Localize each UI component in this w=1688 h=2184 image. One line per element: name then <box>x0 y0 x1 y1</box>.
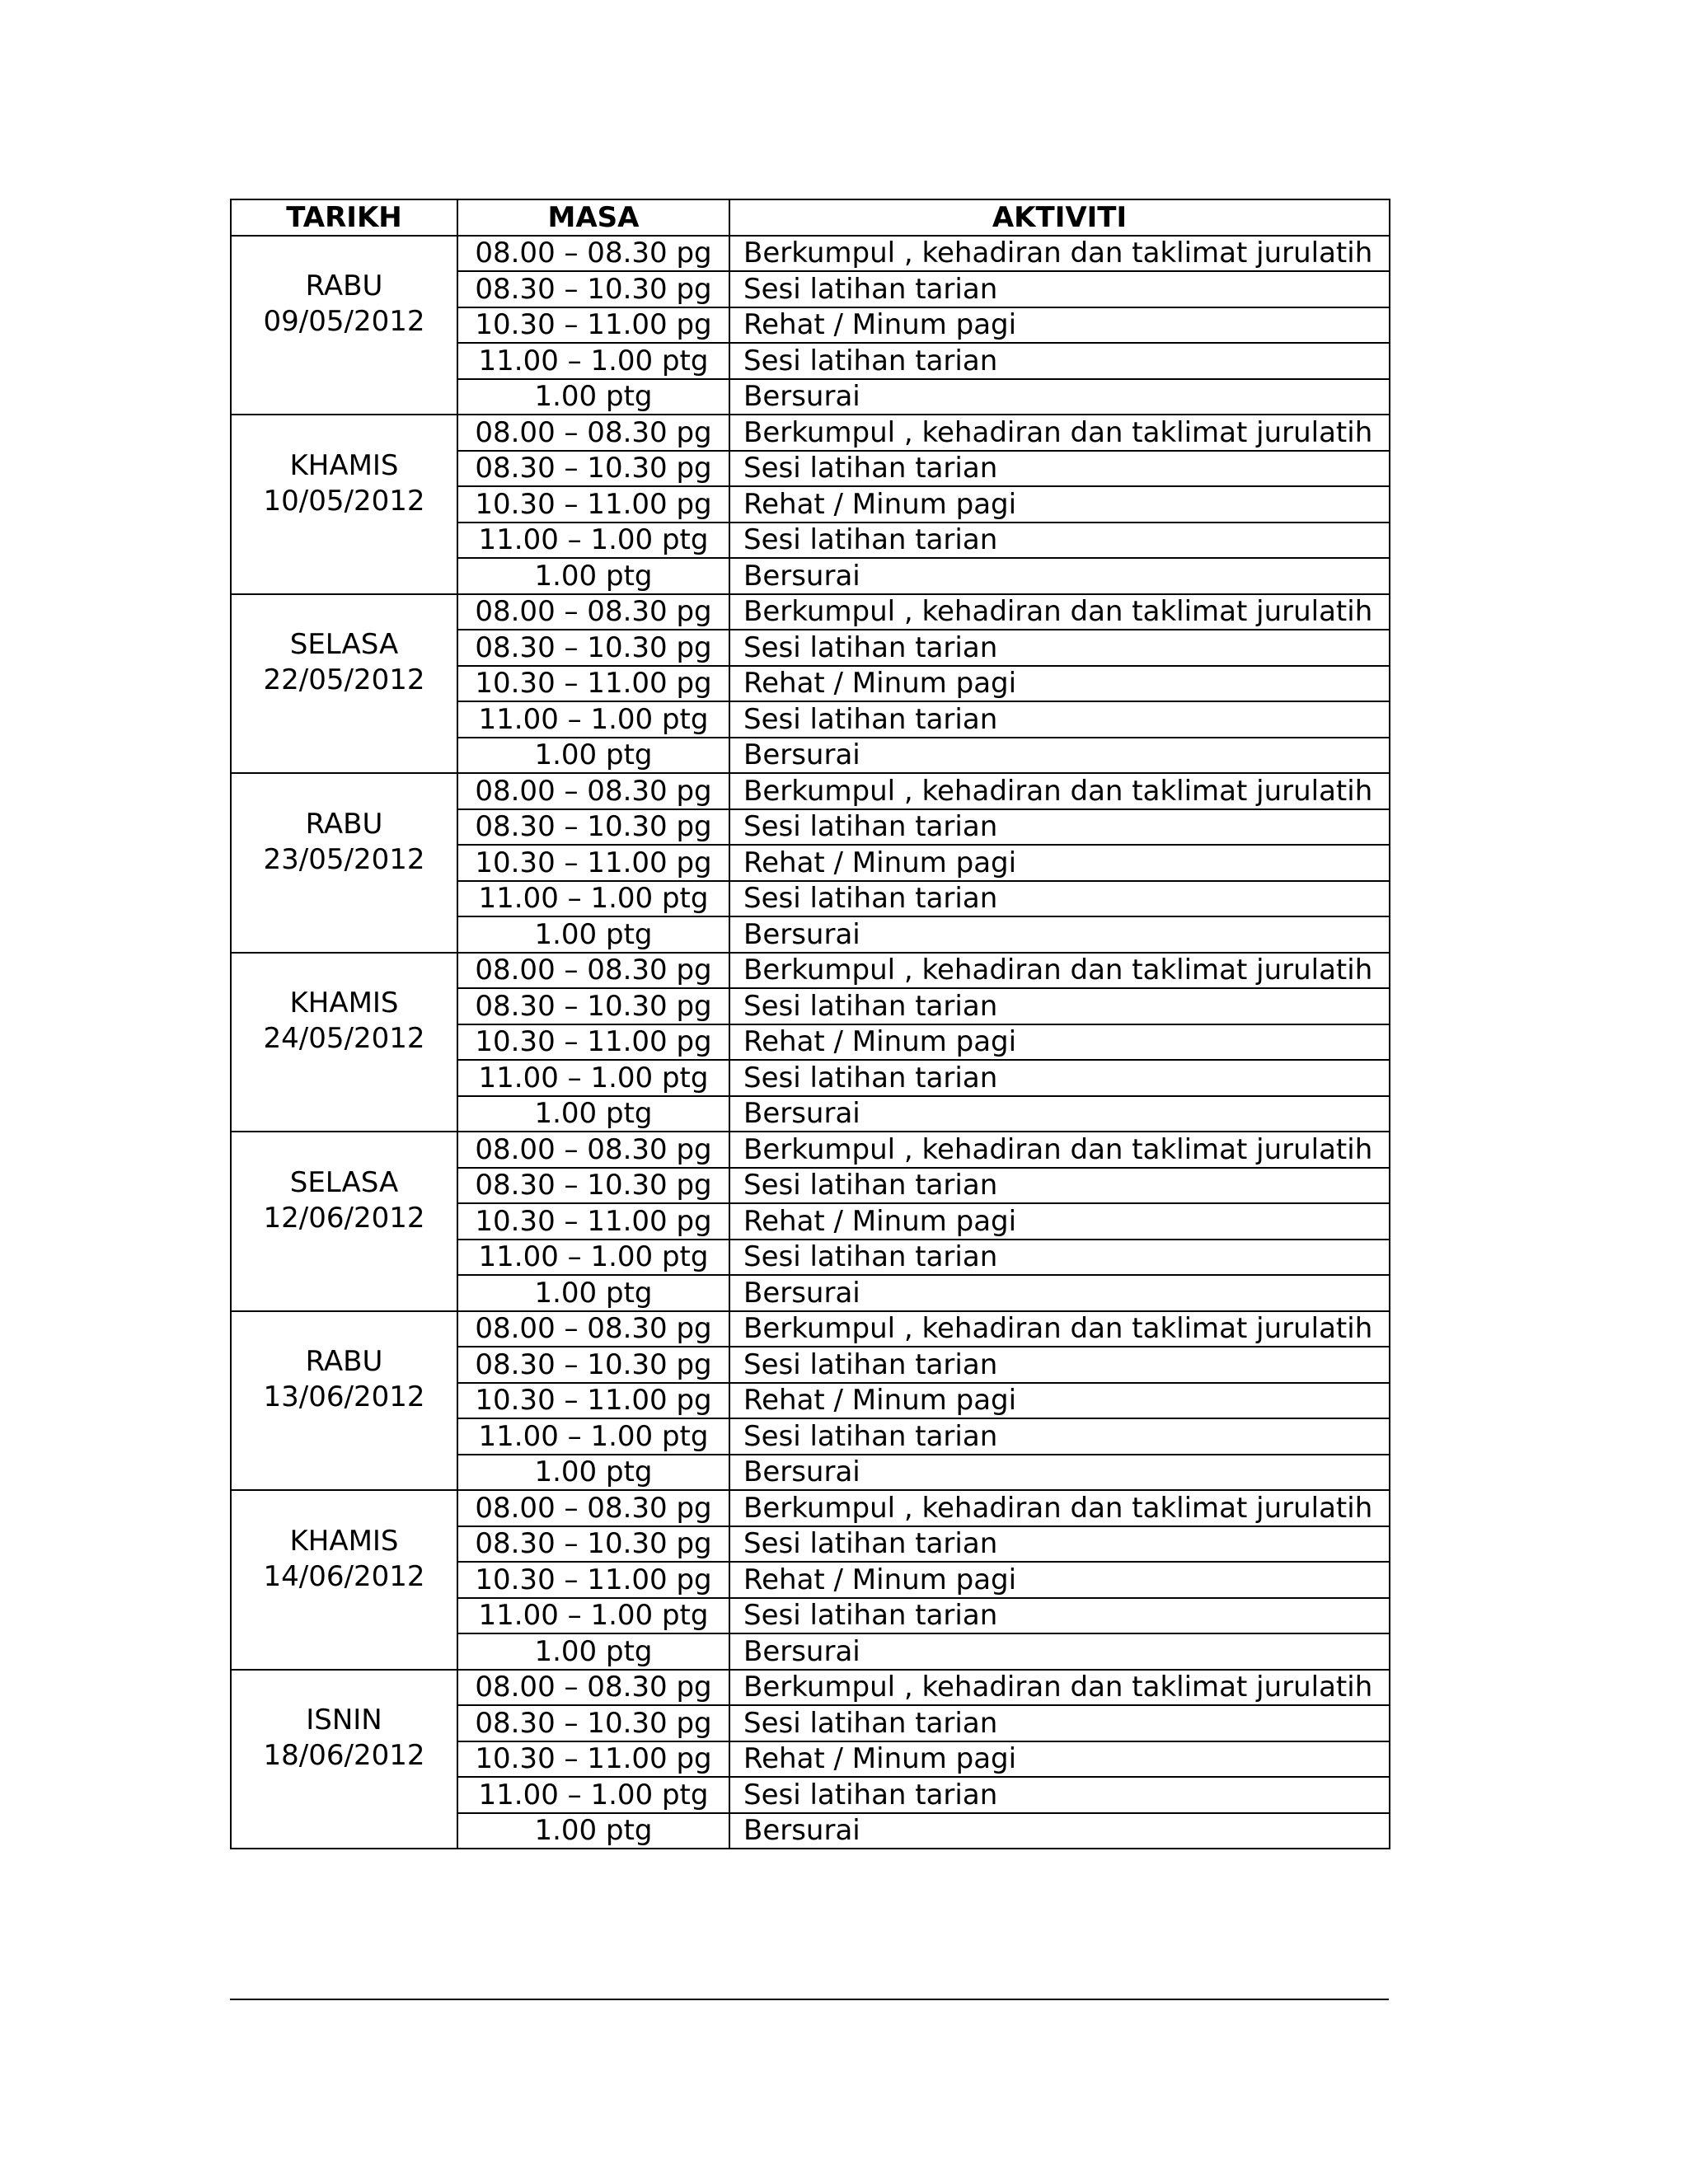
time-cell: 1.00 ptg <box>457 1813 729 1849</box>
date-value: 12/06/2012 <box>263 1201 425 1235</box>
activity-cell: Bersurai <box>729 1275 1390 1311</box>
time-cell: 11.00 – 1.00 ptg <box>457 1240 729 1276</box>
day-name: KHAMIS <box>289 448 399 482</box>
date-cell <box>231 1670 457 1849</box>
activity-cell: Bersurai <box>729 1813 1390 1849</box>
date-value: 24/05/2012 <box>263 1022 425 1056</box>
day-name: KHAMIS <box>289 987 399 1020</box>
time-cell: 08.00 – 08.30 pg <box>457 1311 729 1347</box>
date-cell <box>231 1311 457 1491</box>
activity-cell: Rehat / Minum pagi <box>729 1383 1390 1419</box>
activity-cell: Sesi latihan tarian <box>729 1526 1390 1563</box>
activity-cell: Rehat / Minum pagi <box>729 1562 1390 1598</box>
time-cell: 08.30 – 10.30 pg <box>457 809 729 846</box>
date-group <box>232 1165 457 1236</box>
activity-cell: Bersurai <box>729 738 1390 774</box>
date-cell <box>231 1132 457 1311</box>
activity-cell: Sesi latihan tarian <box>729 1347 1390 1383</box>
date-group <box>232 1524 457 1595</box>
date-group <box>232 986 457 1057</box>
day-name: SELASA <box>289 628 399 662</box>
activity-cell: Bersurai <box>729 379 1390 415</box>
activity-cell: Sesi latihan tarian <box>729 451 1390 487</box>
time-cell: 1.00 ptg <box>457 1096 729 1132</box>
date-group <box>232 627 457 698</box>
header-time: MASA <box>457 199 729 236</box>
activity-cell: Bersurai <box>729 1455 1390 1491</box>
time-cell: 1.00 ptg <box>457 916 729 953</box>
activity-cell: Bersurai <box>729 558 1390 594</box>
activity-cell: Berkumpul , kehadiran dan taklimat jurulatih <box>729 1490 1390 1526</box>
date-value: 09/05/2012 <box>263 305 425 339</box>
activity-cell: Sesi latihan tarian <box>729 630 1390 666</box>
date-value: 23/05/2012 <box>263 842 425 876</box>
date-group <box>232 807 457 878</box>
activity-cell: Berkumpul , kehadiran dan taklimat jurulatih <box>729 1670 1390 1706</box>
header-activity: AKTIVITI <box>729 199 1390 236</box>
activity-cell: Bersurai <box>729 1096 1390 1132</box>
time-cell: 08.30 – 10.30 pg <box>457 1705 729 1741</box>
activity-cell: Berkumpul , kehadiran dan taklimat jurulatih <box>729 236 1390 272</box>
time-cell: 11.00 – 1.00 ptg <box>457 701 729 738</box>
activity-cell: Sesi latihan tarian <box>729 271 1390 307</box>
activity-cell: Rehat / Minum pagi <box>729 666 1390 702</box>
activity-cell: Rehat / Minum pagi <box>729 1024 1390 1061</box>
activity-cell: Sesi latihan tarian <box>729 701 1390 738</box>
date-value: 14/06/2012 <box>263 1559 425 1593</box>
table-row <box>231 415 1390 451</box>
date-cell <box>231 773 457 953</box>
activity-cell: Rehat / Minum pagi <box>729 1741 1390 1778</box>
time-cell: 10.30 – 11.00 pg <box>457 1562 729 1598</box>
time-cell: 08.30 – 10.30 pg <box>457 271 729 307</box>
activity-cell: Berkumpul , kehadiran dan taklimat jurulatih <box>729 1132 1390 1168</box>
activity-cell: Sesi latihan tarian <box>729 1777 1390 1813</box>
time-cell: 08.30 – 10.30 pg <box>457 1168 729 1204</box>
date-cell <box>231 1490 457 1670</box>
time-cell: 1.00 ptg <box>457 1633 729 1670</box>
activity-cell: Sesi latihan tarian <box>729 523 1390 559</box>
activity-cell: Sesi latihan tarian <box>729 1418 1390 1455</box>
date-group <box>232 1344 457 1415</box>
schedule-table <box>230 199 1390 1849</box>
activity-cell: Sesi latihan tarian <box>729 1240 1390 1276</box>
activity-cell: Berkumpul , kehadiran dan taklimat jurulatih <box>729 1311 1390 1347</box>
time-cell: 10.30 – 11.00 pg <box>457 845 729 881</box>
header-date: TARIKH <box>231 199 457 236</box>
date-group <box>232 448 457 519</box>
activity-cell: Bersurai <box>729 916 1390 953</box>
time-cell: 1.00 ptg <box>457 379 729 415</box>
day-name: RABU <box>305 269 383 303</box>
activity-cell: Sesi latihan tarian <box>729 809 1390 846</box>
time-cell: 08.00 – 08.30 pg <box>457 953 729 989</box>
time-cell: 11.00 – 1.00 ptg <box>457 1060 729 1096</box>
activity-cell: Rehat / Minum pagi <box>729 845 1390 881</box>
date-cell <box>231 236 457 415</box>
activity-cell: Berkumpul , kehadiran dan taklimat jurulatih <box>729 773 1390 809</box>
day-name: SELASA <box>289 1165 399 1199</box>
table-row <box>231 953 1390 989</box>
time-cell: 11.00 – 1.00 ptg <box>457 881 729 917</box>
date-group <box>232 1703 457 1774</box>
table-row <box>231 1670 1390 1706</box>
day-name: RABU <box>305 807 383 841</box>
header-row <box>231 199 1390 236</box>
time-cell: 11.00 – 1.00 ptg <box>457 343 729 379</box>
table-row <box>231 1490 1390 1526</box>
table-row <box>231 773 1390 809</box>
date-cell <box>231 415 457 594</box>
activity-cell: Sesi latihan tarian <box>729 1598 1390 1634</box>
time-cell: 1.00 ptg <box>457 558 729 594</box>
activity-cell: Sesi latihan tarian <box>729 1705 1390 1741</box>
time-cell: 08.00 – 08.30 pg <box>457 1132 729 1168</box>
time-cell: 08.00 – 08.30 pg <box>457 1670 729 1706</box>
time-cell: 08.30 – 10.30 pg <box>457 1526 729 1563</box>
time-cell: 11.00 – 1.00 ptg <box>457 1418 729 1455</box>
day-name: ISNIN <box>306 1704 382 1737</box>
time-cell: 10.30 – 11.00 pg <box>457 1741 729 1778</box>
table-row <box>231 1132 1390 1168</box>
footer-divider <box>230 1999 1389 2000</box>
table-row <box>231 594 1390 630</box>
date-value: 10/05/2012 <box>263 484 425 518</box>
activity-cell: Sesi latihan tarian <box>729 1060 1390 1096</box>
activity-cell: Berkumpul , kehadiran dan taklimat jurulatih <box>729 415 1390 451</box>
date-value: 18/06/2012 <box>263 1739 425 1773</box>
date-group <box>232 269 457 340</box>
time-cell: 08.00 – 08.30 pg <box>457 236 729 272</box>
time-cell: 1.00 ptg <box>457 1455 729 1491</box>
activity-cell: Sesi latihan tarian <box>729 1168 1390 1204</box>
time-cell: 10.30 – 11.00 pg <box>457 666 729 702</box>
table-row <box>231 236 1390 272</box>
time-cell: 1.00 ptg <box>457 738 729 774</box>
day-name: RABU <box>305 1345 383 1379</box>
date-value: 13/06/2012 <box>263 1380 425 1414</box>
activity-cell: Rehat / Minum pagi <box>729 486 1390 523</box>
time-cell: 11.00 – 1.00 ptg <box>457 1598 729 1634</box>
day-name: KHAMIS <box>289 1524 399 1558</box>
activity-cell: Sesi latihan tarian <box>729 343 1390 379</box>
time-cell: 10.30 – 11.00 pg <box>457 307 729 344</box>
time-cell: 08.30 – 10.30 pg <box>457 988 729 1024</box>
time-cell: 11.00 – 1.00 ptg <box>457 1777 729 1813</box>
date-cell <box>231 953 457 1132</box>
time-cell: 08.00 – 08.30 pg <box>457 415 729 451</box>
activity-cell: Berkumpul , kehadiran dan taklimat jurulatih <box>729 594 1390 630</box>
date-value: 22/05/2012 <box>263 663 425 697</box>
activity-cell: Bersurai <box>729 1633 1390 1670</box>
activity-cell: Rehat / Minum pagi <box>729 1203 1390 1240</box>
time-cell: 10.30 – 11.00 pg <box>457 1024 729 1061</box>
date-cell <box>231 594 457 774</box>
time-cell: 10.30 – 11.00 pg <box>457 1203 729 1240</box>
time-cell: 10.30 – 11.00 pg <box>457 486 729 523</box>
table-body <box>231 236 1390 1849</box>
time-cell: 08.00 – 08.30 pg <box>457 594 729 630</box>
time-cell: 10.30 – 11.00 pg <box>457 1383 729 1419</box>
time-cell: 08.00 – 08.30 pg <box>457 1490 729 1526</box>
activity-cell: Rehat / Minum pagi <box>729 307 1390 344</box>
time-cell: 08.30 – 10.30 pg <box>457 451 729 487</box>
activity-cell: Sesi latihan tarian <box>729 988 1390 1024</box>
time-cell: 08.00 – 08.30 pg <box>457 773 729 809</box>
time-cell: 1.00 ptg <box>457 1275 729 1311</box>
time-cell: 08.30 – 10.30 pg <box>457 630 729 666</box>
activity-cell: Sesi latihan tarian <box>729 881 1390 917</box>
activity-cell: Berkumpul , kehadiran dan taklimat jurulatih <box>729 953 1390 989</box>
time-cell: 08.30 – 10.30 pg <box>457 1347 729 1383</box>
time-cell: 11.00 – 1.00 ptg <box>457 523 729 559</box>
table-row <box>231 1311 1390 1347</box>
table-header <box>231 199 1390 236</box>
